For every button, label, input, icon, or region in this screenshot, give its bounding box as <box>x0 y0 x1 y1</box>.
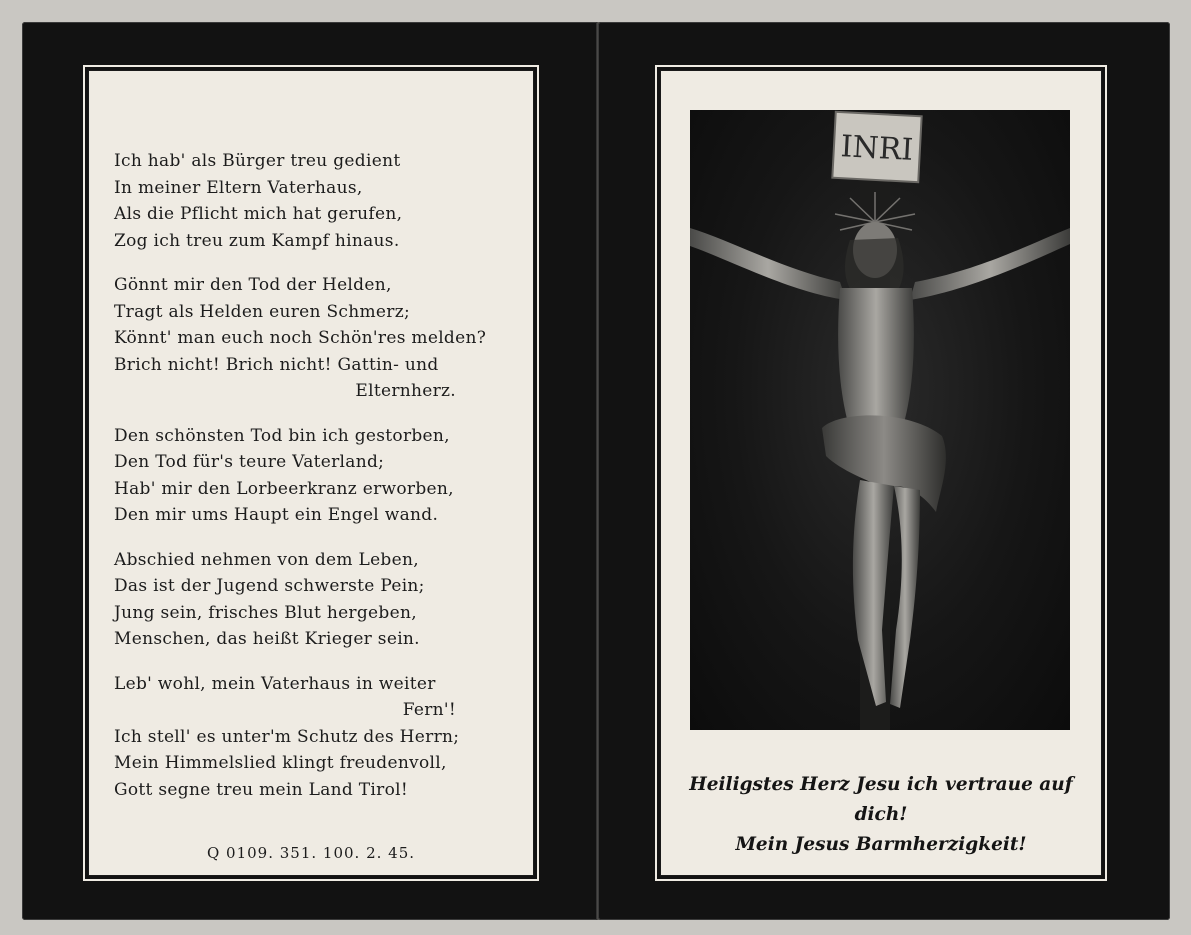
right-card <box>598 22 1170 920</box>
poem-line: Den schönsten Tod bin ich gestorben, <box>114 425 450 446</box>
crucifix-illustration <box>690 110 1070 730</box>
poem-panel <box>88 70 534 876</box>
poem-line: Fern'! <box>402 700 456 720</box>
poem-line: Könnt' man euch noch Schön'res melden? <box>114 328 487 348</box>
poem-line: Tragt als Helden euren Schmerz; <box>114 301 410 322</box>
caption-line-2: Mein Jesus Barmherzigkeit! <box>735 834 1027 855</box>
caption-line-1: Heiligstes Herz Jesu ich vertraue auf dich! <box>689 774 1073 825</box>
poem-line: Den Tod für's teure Vaterland; <box>114 452 385 472</box>
poem-line: Gott segne treu mein Land Tirol! <box>114 779 408 800</box>
poem-line: Gönnt mir den Tod der Helden, <box>114 275 392 295</box>
stanza-5 <box>114 671 464 804</box>
poem-line: Ich hab' als Bürger treu gedient <box>114 151 401 171</box>
poem-line: In meiner Eltern Vaterhaus, <box>114 177 363 198</box>
poem-line: Hab' mir den Lorbeerkranz erworben, <box>114 478 454 499</box>
stanza-2 <box>114 272 487 405</box>
stanza-4 <box>114 547 464 653</box>
poem-line: Als die Pflicht mich hat gerufen, <box>114 204 403 224</box>
inri-plaque <box>832 112 921 182</box>
inri-text: INRI <box>839 129 915 168</box>
stanza-1 <box>114 148 464 254</box>
poem-line: Jung sein, frisches Blut hergeben, <box>114 602 417 623</box>
stanza-3 <box>114 423 464 529</box>
poem-line: Abschied nehmen von dem Leben, <box>114 549 419 570</box>
poem-line: Ich stell' es unter'm Schutz des Herrn; <box>114 726 460 747</box>
poem-line: Den mir ums Haupt ein Engel wand. <box>114 505 439 525</box>
image-panel <box>660 70 1102 876</box>
crucifix-photo <box>690 110 1070 730</box>
poem-line: Leb' wohl, mein Vaterhaus in weiter <box>114 673 436 694</box>
poem-line: Brich nicht! Brich nicht! Gattin- und <box>114 354 439 375</box>
poem-line: Mein Himmelslied klingt freudenvoll, <box>114 753 447 773</box>
print-reference: Q 0109. 351. 100. 2. 45. <box>206 844 416 862</box>
poem-line: Elternherz. <box>355 381 456 401</box>
poem <box>114 148 487 821</box>
poem-line: Das ist der Jugend schwerste Pein; <box>114 576 425 596</box>
poem-line: Menschen, das heißt Krieger sein. <box>114 629 420 649</box>
devotional-caption <box>660 770 1102 860</box>
poem-line: Zog ich treu zum Kampf hinaus. <box>114 230 400 251</box>
left-card <box>22 22 600 920</box>
